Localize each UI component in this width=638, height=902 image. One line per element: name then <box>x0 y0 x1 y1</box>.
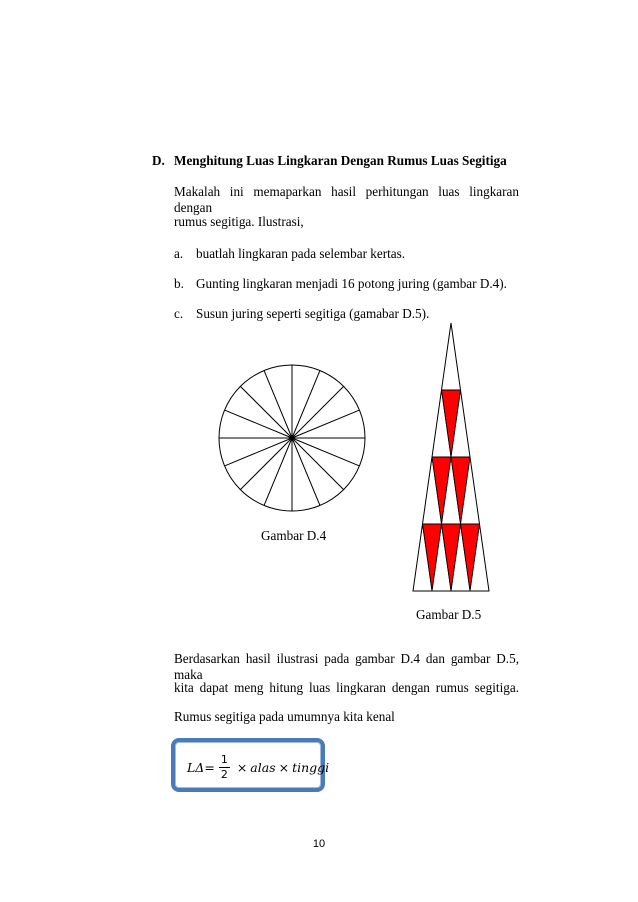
conclusion-line-2: kita dapat meng hitung luas lingkaran dengan rumus segitiga. <box>174 680 519 695</box>
intro-line-2: rumus segitiga. Ilustrasi, <box>174 214 304 229</box>
red-sector <box>423 524 442 591</box>
figure-caption-d5: Gambar D.5 <box>416 607 482 622</box>
fraction-numerator: 1 <box>220 752 228 766</box>
conclusion-line-3: Rumus segitiga pada umumnya kita kenal <box>174 709 395 724</box>
section-title: Menghitung Luas Lingkaran Dengan Rumus Luas Segitiga <box>174 153 507 168</box>
red-sector <box>442 524 461 591</box>
red-sector <box>442 390 461 457</box>
formula-fraction <box>219 753 230 782</box>
formula-height: tinggi <box>292 759 330 775</box>
triangle-area-formula <box>187 748 329 786</box>
fraction-denominator: 2 <box>220 767 228 781</box>
circle-figure-d4 <box>219 365 365 511</box>
formula-box <box>171 738 330 792</box>
times-sign: × <box>236 759 248 775</box>
red-sector <box>432 457 451 524</box>
list-text: Gunting lingkaran menjadi 16 potong juring (gambar D.4). <box>196 276 507 291</box>
conclusion-line-1: Berdasarkan hasil ilustrasi pada gambar D.4 dan gambar D.5, maka <box>174 651 519 682</box>
list-letter: a. <box>174 246 184 261</box>
formula-lhs: LΔ= <box>187 759 215 775</box>
times-sign: × <box>278 759 290 775</box>
triangle-figure-d5 <box>413 323 489 591</box>
intro-line-1: Makalah ini memaparkan hasil perhitungan luas lingkaran dengan <box>174 184 519 215</box>
figure-caption-d4: Gambar D.4 <box>261 528 327 543</box>
list-text: buatlah lingkaran pada selembar kertas. <box>196 246 406 261</box>
list-text: Susun juring seperti segitiga (gamabar D.5). <box>196 306 430 321</box>
list-letter: c. <box>174 306 184 321</box>
section-letter: D. <box>152 153 165 168</box>
red-sector <box>461 524 480 591</box>
list-letter: b. <box>174 276 184 291</box>
red-sector <box>451 457 470 524</box>
formula-base: alas <box>250 759 276 775</box>
page-number: 10 <box>312 838 326 850</box>
